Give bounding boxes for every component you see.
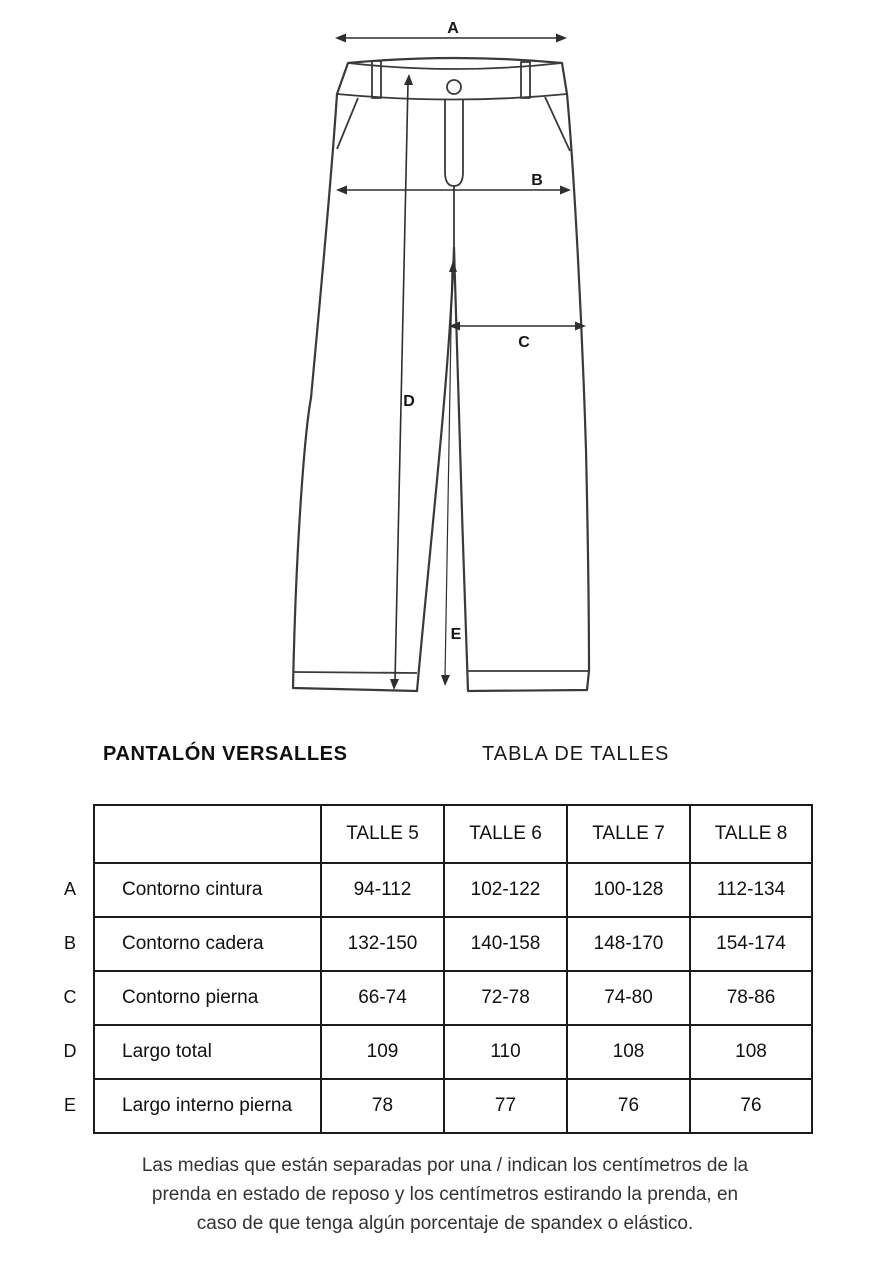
size-value: 148-170 bbox=[567, 917, 690, 971]
size-value: 66-74 bbox=[321, 971, 444, 1025]
size-value: 76 bbox=[567, 1079, 690, 1133]
table-row-largo-total bbox=[94, 1025, 812, 1079]
measure-arrow-a bbox=[335, 20, 567, 43]
row-letter-e: E bbox=[63, 1095, 76, 1115]
size-value: 74-80 bbox=[567, 971, 690, 1025]
measure-label: Contorno pierna bbox=[94, 971, 321, 1025]
size-value: 100-128 bbox=[567, 863, 690, 917]
pocket-seam-left bbox=[337, 98, 358, 149]
footnote bbox=[0, 1151, 890, 1238]
col-header-talle-6: TALLE 6 bbox=[444, 805, 567, 863]
pants-outline bbox=[293, 58, 589, 691]
waist-button-icon bbox=[447, 80, 461, 94]
size-value: 108 bbox=[690, 1025, 812, 1079]
hem-seam-left bbox=[294, 672, 417, 673]
size-value: 140-158 bbox=[444, 917, 567, 971]
size-value: 76 bbox=[690, 1079, 812, 1133]
col-header-talle-5: TALLE 5 bbox=[321, 805, 444, 863]
size-value: 72-78 bbox=[444, 971, 567, 1025]
footnote-line: prenda en estado de reposo y los centímetros estirando la prenda, en bbox=[151, 1184, 739, 1205]
fly-seam bbox=[445, 99, 463, 186]
dim-label-b: B bbox=[531, 172, 543, 189]
size-value: 154-174 bbox=[690, 917, 812, 971]
size-table bbox=[93, 804, 813, 1134]
corner-cell bbox=[94, 805, 321, 863]
size-value: 77 bbox=[444, 1079, 567, 1133]
col-header-talle-8: TALLE 8 bbox=[690, 805, 812, 863]
size-value: 112-134 bbox=[690, 863, 812, 917]
measure-arrow-d bbox=[390, 74, 415, 690]
size-value: 78 bbox=[321, 1079, 444, 1133]
pocket-seam-right bbox=[545, 97, 570, 151]
table-row-contorno-pierna bbox=[94, 971, 812, 1025]
measure-label: Contorno cadera bbox=[94, 917, 321, 971]
measure-label: Largo total bbox=[94, 1025, 321, 1079]
measure-label: Contorno cintura bbox=[94, 863, 321, 917]
dim-label-e: E bbox=[450, 626, 462, 643]
table-row-contorno-cadera bbox=[94, 917, 812, 971]
size-value: 94-112 bbox=[321, 863, 444, 917]
dim-label-a: A bbox=[447, 20, 459, 37]
row-letter-c: C bbox=[63, 987, 77, 1007]
size-table-header-row bbox=[94, 805, 812, 863]
footnote-line: Las medias que están separadas por una / indican los centímetros de la bbox=[141, 1155, 749, 1176]
size-value: 102-122 bbox=[444, 863, 567, 917]
size-value: 110 bbox=[444, 1025, 567, 1079]
measure-arrow-c bbox=[449, 322, 586, 352]
measure-label: Largo interno pierna bbox=[94, 1079, 321, 1133]
footnote-line: caso de que tenga algún porcentaje de spandex o elástico. bbox=[196, 1213, 694, 1234]
row-letter-d: D bbox=[63, 1041, 77, 1061]
col-header-talle-7: TALLE 7 bbox=[567, 805, 690, 863]
dim-label-d: D bbox=[403, 393, 415, 410]
product-title: PANTALÓN VERSALLES bbox=[103, 743, 348, 765]
row-letter-b: B bbox=[63, 933, 76, 953]
dim-label-c: C bbox=[518, 334, 530, 351]
size-value: 132-150 bbox=[321, 917, 444, 971]
table-row-contorno-cintura bbox=[94, 863, 812, 917]
row-letter-a: A bbox=[63, 879, 76, 899]
table-row-largo-interno-pierna bbox=[94, 1079, 812, 1133]
size-value: 108 bbox=[567, 1025, 690, 1079]
size-table-title: TABLA DE TALLES bbox=[482, 743, 670, 765]
size-value: 78-86 bbox=[690, 971, 812, 1025]
size-value: 109 bbox=[321, 1025, 444, 1079]
